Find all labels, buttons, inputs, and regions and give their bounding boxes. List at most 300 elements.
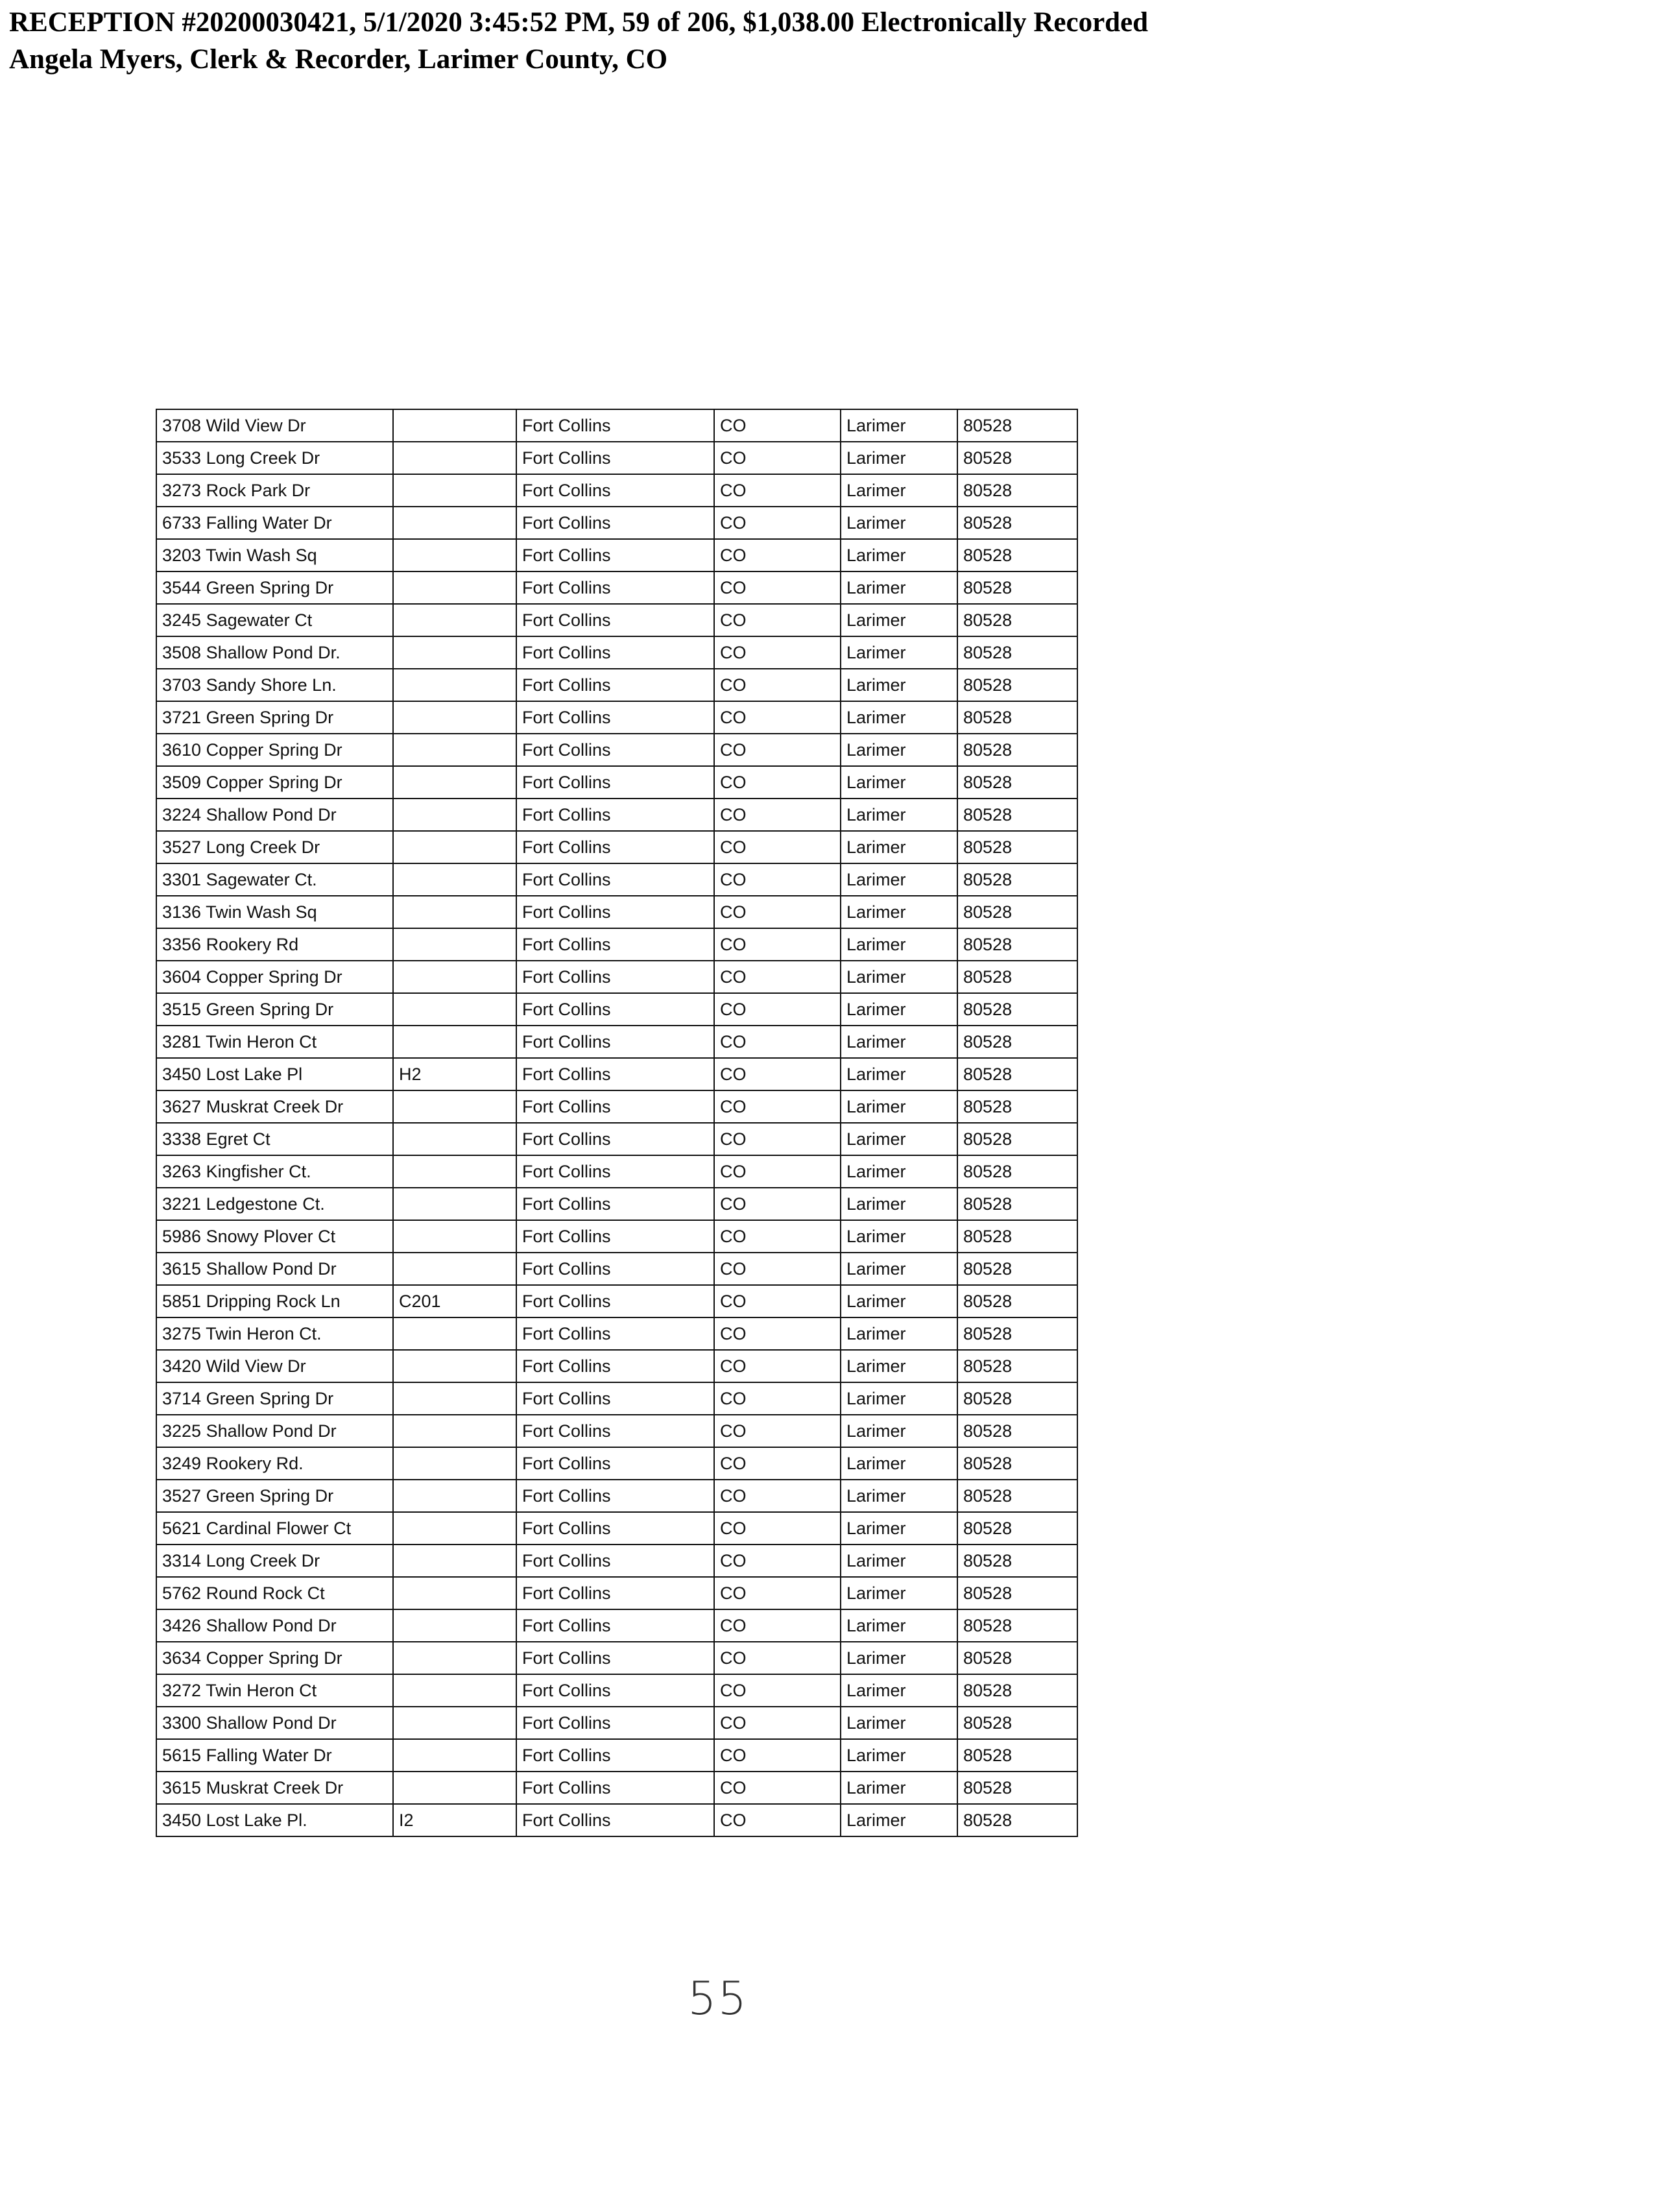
address-cell: 3627 Muskrat Creek Dr xyxy=(156,1090,393,1123)
reception-line: RECEPTION #20200030421, 5/1/2020 3:45:52 PM, 59 of 206, $1,038.00 Electronically Recorded xyxy=(9,7,1149,38)
unit-cell xyxy=(393,1512,516,1545)
table-row xyxy=(156,1707,1077,1739)
address-cell: 3275 Twin Heron Ct. xyxy=(156,1317,393,1350)
zip-cell: 80528 xyxy=(957,1577,1077,1609)
table-row xyxy=(156,1609,1077,1642)
table-row xyxy=(156,1285,1077,1317)
state-cell: CO xyxy=(714,669,841,701)
zip-cell: 80528 xyxy=(957,1155,1077,1188)
address-cell: 3136 Twin Wash Sq xyxy=(156,896,393,928)
address-cell: 3610 Copper Spring Dr xyxy=(156,734,393,766)
zip-cell: 80528 xyxy=(957,831,1077,863)
state-cell: CO xyxy=(714,1772,841,1804)
unit-cell xyxy=(393,1382,516,1415)
city-cell: Fort Collins xyxy=(516,734,714,766)
city-cell: Fort Collins xyxy=(516,1350,714,1382)
unit-cell xyxy=(393,1447,516,1480)
city-cell: Fort Collins xyxy=(516,1188,714,1220)
unit-cell xyxy=(393,831,516,863)
unit-cell xyxy=(393,1772,516,1804)
address-cell: 3615 Shallow Pond Dr xyxy=(156,1253,393,1285)
city-cell: Fort Collins xyxy=(516,896,714,928)
address-cell: 3604 Copper Spring Dr xyxy=(156,961,393,993)
city-cell: Fort Collins xyxy=(516,1804,714,1836)
county-cell: Larimer xyxy=(841,604,957,636)
table-row xyxy=(156,409,1077,442)
state-cell: CO xyxy=(714,1350,841,1382)
county-cell: Larimer xyxy=(841,734,957,766)
clerk-line: Angela Myers, Clerk & Recorder, Larimer County, CO xyxy=(9,44,668,75)
address-cell: 3527 Long Creek Dr xyxy=(156,831,393,863)
address-cell: 5986 Snowy Plover Ct xyxy=(156,1220,393,1253)
zip-cell: 80528 xyxy=(957,507,1077,539)
address-cell: 3515 Green Spring Dr xyxy=(156,993,393,1026)
table-row xyxy=(156,701,1077,734)
table-row xyxy=(156,1026,1077,1058)
unit-cell xyxy=(393,1577,516,1609)
address-cell: 3338 Egret Ct xyxy=(156,1123,393,1155)
state-cell: CO xyxy=(714,1739,841,1772)
county-cell: Larimer xyxy=(841,799,957,831)
city-cell: Fort Collins xyxy=(516,1090,714,1123)
table-row xyxy=(156,1058,1077,1090)
county-cell: Larimer xyxy=(841,1642,957,1674)
county-cell: Larimer xyxy=(841,1155,957,1188)
address-cell: 3426 Shallow Pond Dr xyxy=(156,1609,393,1642)
county-cell: Larimer xyxy=(841,507,957,539)
unit-cell xyxy=(393,1188,516,1220)
city-cell: Fort Collins xyxy=(516,442,714,474)
address-cell: 3509 Copper Spring Dr xyxy=(156,766,393,799)
zip-cell: 80528 xyxy=(957,1674,1077,1707)
state-cell: CO xyxy=(714,442,841,474)
state-cell: CO xyxy=(714,701,841,734)
zip-cell: 80528 xyxy=(957,1447,1077,1480)
state-cell: CO xyxy=(714,1155,841,1188)
county-cell: Larimer xyxy=(841,1804,957,1836)
table-row xyxy=(156,636,1077,669)
table-row xyxy=(156,928,1077,961)
county-cell: Larimer xyxy=(841,896,957,928)
address-cell: 3301 Sagewater Ct. xyxy=(156,863,393,896)
city-cell: Fort Collins xyxy=(516,1739,714,1772)
city-cell: Fort Collins xyxy=(516,1253,714,1285)
zip-cell: 80528 xyxy=(957,1317,1077,1350)
zip-cell: 80528 xyxy=(957,442,1077,474)
state-cell: CO xyxy=(714,766,841,799)
city-cell: Fort Collins xyxy=(516,799,714,831)
unit-cell xyxy=(393,863,516,896)
unit-cell xyxy=(393,1317,516,1350)
state-cell: CO xyxy=(714,1058,841,1090)
county-cell: Larimer xyxy=(841,442,957,474)
unit-cell: C201 xyxy=(393,1285,516,1317)
unit-cell: I2 xyxy=(393,1804,516,1836)
city-cell: Fort Collins xyxy=(516,766,714,799)
county-cell: Larimer xyxy=(841,1447,957,1480)
state-cell: CO xyxy=(714,928,841,961)
unit-cell xyxy=(393,1155,516,1188)
city-cell: Fort Collins xyxy=(516,1415,714,1447)
zip-cell: 80528 xyxy=(957,1382,1077,1415)
state-cell: CO xyxy=(714,1577,841,1609)
table-row xyxy=(156,1480,1077,1512)
city-cell: Fort Collins xyxy=(516,1674,714,1707)
zip-cell: 80528 xyxy=(957,1512,1077,1545)
city-cell: Fort Collins xyxy=(516,604,714,636)
county-cell: Larimer xyxy=(841,766,957,799)
county-cell: Larimer xyxy=(841,539,957,571)
county-cell: Larimer xyxy=(841,409,957,442)
address-cell: 3314 Long Creek Dr xyxy=(156,1545,393,1577)
address-cell: 5851 Dripping Rock Ln xyxy=(156,1285,393,1317)
address-cell: 6733 Falling Water Dr xyxy=(156,507,393,539)
unit-cell xyxy=(393,1350,516,1382)
table-row xyxy=(156,1577,1077,1609)
state-cell: CO xyxy=(714,539,841,571)
city-cell: Fort Collins xyxy=(516,993,714,1026)
county-cell: Larimer xyxy=(841,1090,957,1123)
zip-cell: 80528 xyxy=(957,1220,1077,1253)
zip-cell: 80528 xyxy=(957,1545,1077,1577)
table-row xyxy=(156,474,1077,507)
table-row xyxy=(156,1090,1077,1123)
table-row xyxy=(156,1253,1077,1285)
county-cell: Larimer xyxy=(841,1772,957,1804)
zip-cell: 80528 xyxy=(957,1058,1077,1090)
county-cell: Larimer xyxy=(841,1123,957,1155)
city-cell: Fort Collins xyxy=(516,507,714,539)
state-cell: CO xyxy=(714,1382,841,1415)
address-cell: 5621 Cardinal Flower Ct xyxy=(156,1512,393,1545)
county-cell: Larimer xyxy=(841,669,957,701)
state-cell: CO xyxy=(714,1642,841,1674)
county-cell: Larimer xyxy=(841,1220,957,1253)
unit-cell xyxy=(393,734,516,766)
state-cell: CO xyxy=(714,1609,841,1642)
city-cell: Fort Collins xyxy=(516,1512,714,1545)
county-cell: Larimer xyxy=(841,1480,957,1512)
table-row xyxy=(156,571,1077,604)
city-cell: Fort Collins xyxy=(516,863,714,896)
city-cell: Fort Collins xyxy=(516,1382,714,1415)
address-cell: 3225 Shallow Pond Dr xyxy=(156,1415,393,1447)
address-cell: 3203 Twin Wash Sq xyxy=(156,539,393,571)
unit-cell xyxy=(393,799,516,831)
table-row xyxy=(156,1188,1077,1220)
state-cell: CO xyxy=(714,1090,841,1123)
county-cell: Larimer xyxy=(841,474,957,507)
unit-cell xyxy=(393,1739,516,1772)
zip-cell: 80528 xyxy=(957,993,1077,1026)
zip-cell: 80528 xyxy=(957,799,1077,831)
zip-cell: 80528 xyxy=(957,1026,1077,1058)
zip-cell: 80528 xyxy=(957,539,1077,571)
zip-cell: 80528 xyxy=(957,863,1077,896)
state-cell: CO xyxy=(714,734,841,766)
state-cell: CO xyxy=(714,1220,841,1253)
city-cell: Fort Collins xyxy=(516,928,714,961)
city-cell: Fort Collins xyxy=(516,571,714,604)
unit-cell xyxy=(393,669,516,701)
table-row xyxy=(156,604,1077,636)
unit-cell xyxy=(393,442,516,474)
state-cell: CO xyxy=(714,1480,841,1512)
table-row xyxy=(156,1674,1077,1707)
county-cell: Larimer xyxy=(841,1317,957,1350)
state-cell: CO xyxy=(714,1285,841,1317)
state-cell: CO xyxy=(714,1545,841,1577)
state-cell: CO xyxy=(714,863,841,896)
address-cell: 3544 Green Spring Dr xyxy=(156,571,393,604)
unit-cell xyxy=(393,1220,516,1253)
county-cell: Larimer xyxy=(841,1026,957,1058)
address-cell: 3714 Green Spring Dr xyxy=(156,1382,393,1415)
county-cell: Larimer xyxy=(841,571,957,604)
table-row xyxy=(156,863,1077,896)
county-cell: Larimer xyxy=(841,1609,957,1642)
address-cell: 3224 Shallow Pond Dr xyxy=(156,799,393,831)
zip-cell: 80528 xyxy=(957,1253,1077,1285)
unit-cell xyxy=(393,539,516,571)
page-number: 55 xyxy=(688,1972,749,2025)
address-cell: 5762 Round Rock Ct xyxy=(156,1577,393,1609)
zip-cell: 80528 xyxy=(957,636,1077,669)
table-row xyxy=(156,1155,1077,1188)
unit-cell xyxy=(393,928,516,961)
zip-cell: 80528 xyxy=(957,1739,1077,1772)
zip-cell: 80528 xyxy=(957,1609,1077,1642)
zip-cell: 80528 xyxy=(957,604,1077,636)
county-cell: Larimer xyxy=(841,1058,957,1090)
state-cell: CO xyxy=(714,896,841,928)
city-cell: Fort Collins xyxy=(516,961,714,993)
city-cell: Fort Collins xyxy=(516,1707,714,1739)
city-cell: Fort Collins xyxy=(516,636,714,669)
address-cell: 3634 Copper Spring Dr xyxy=(156,1642,393,1674)
county-cell: Larimer xyxy=(841,1350,957,1382)
state-cell: CO xyxy=(714,1188,841,1220)
table-row xyxy=(156,1123,1077,1155)
zip-cell: 80528 xyxy=(957,1123,1077,1155)
address-cell: 3721 Green Spring Dr xyxy=(156,701,393,734)
city-cell: Fort Collins xyxy=(516,539,714,571)
unit-cell xyxy=(393,571,516,604)
unit-cell xyxy=(393,766,516,799)
address-table-body xyxy=(156,409,1077,1836)
table-row xyxy=(156,539,1077,571)
county-cell: Larimer xyxy=(841,1674,957,1707)
county-cell: Larimer xyxy=(841,1285,957,1317)
state-cell: CO xyxy=(714,1804,841,1836)
state-cell: CO xyxy=(714,1415,841,1447)
county-cell: Larimer xyxy=(841,1253,957,1285)
table-row xyxy=(156,1545,1077,1577)
zip-cell: 80528 xyxy=(957,1090,1077,1123)
state-cell: CO xyxy=(714,1512,841,1545)
zip-cell: 80528 xyxy=(957,928,1077,961)
zip-cell: 80528 xyxy=(957,1804,1077,1836)
zip-cell: 80528 xyxy=(957,1480,1077,1512)
zip-cell: 80528 xyxy=(957,1350,1077,1382)
city-cell: Fort Collins xyxy=(516,1480,714,1512)
table-row xyxy=(156,734,1077,766)
unit-cell xyxy=(393,1674,516,1707)
county-cell: Larimer xyxy=(841,928,957,961)
address-cell: 3300 Shallow Pond Dr xyxy=(156,1707,393,1739)
table-row xyxy=(156,1350,1077,1382)
zip-cell: 80528 xyxy=(957,701,1077,734)
county-cell: Larimer xyxy=(841,993,957,1026)
state-cell: CO xyxy=(714,1447,841,1480)
unit-cell xyxy=(393,1253,516,1285)
unit-cell xyxy=(393,1642,516,1674)
zip-cell: 80528 xyxy=(957,1415,1077,1447)
address-cell: 3708 Wild View Dr xyxy=(156,409,393,442)
address-cell: 3450 Lost Lake Pl xyxy=(156,1058,393,1090)
unit-cell xyxy=(393,1707,516,1739)
city-cell: Fort Collins xyxy=(516,1772,714,1804)
county-cell: Larimer xyxy=(841,1577,957,1609)
address-cell: 3533 Long Creek Dr xyxy=(156,442,393,474)
unit-cell xyxy=(393,604,516,636)
city-cell: Fort Collins xyxy=(516,1058,714,1090)
unit-cell xyxy=(393,701,516,734)
city-cell: Fort Collins xyxy=(516,1220,714,1253)
address-cell: 5615 Falling Water Dr xyxy=(156,1739,393,1772)
state-cell: CO xyxy=(714,799,841,831)
table-row xyxy=(156,961,1077,993)
city-cell: Fort Collins xyxy=(516,409,714,442)
table-row xyxy=(156,442,1077,474)
zip-cell: 80528 xyxy=(957,1772,1077,1804)
address-cell: 3263 Kingfisher Ct. xyxy=(156,1155,393,1188)
state-cell: CO xyxy=(714,1253,841,1285)
state-cell: CO xyxy=(714,636,841,669)
city-cell: Fort Collins xyxy=(516,1577,714,1609)
county-cell: Larimer xyxy=(841,636,957,669)
zip-cell: 80528 xyxy=(957,474,1077,507)
state-cell: CO xyxy=(714,409,841,442)
state-cell: CO xyxy=(714,993,841,1026)
unit-cell xyxy=(393,507,516,539)
state-cell: CO xyxy=(714,1317,841,1350)
address-cell: 3703 Sandy Shore Ln. xyxy=(156,669,393,701)
zip-cell: 80528 xyxy=(957,961,1077,993)
table-row xyxy=(156,1739,1077,1772)
unit-cell xyxy=(393,474,516,507)
city-cell: Fort Collins xyxy=(516,1642,714,1674)
county-cell: Larimer xyxy=(841,1415,957,1447)
table-row xyxy=(156,1415,1077,1447)
zip-cell: 80528 xyxy=(957,734,1077,766)
unit-cell xyxy=(393,1123,516,1155)
table-row xyxy=(156,1512,1077,1545)
table-row xyxy=(156,1772,1077,1804)
zip-cell: 80528 xyxy=(957,1707,1077,1739)
unit-cell xyxy=(393,1415,516,1447)
address-cell: 3221 Ledgestone Ct. xyxy=(156,1188,393,1220)
state-cell: CO xyxy=(714,831,841,863)
address-cell: 3249 Rookery Rd. xyxy=(156,1447,393,1480)
state-cell: CO xyxy=(714,604,841,636)
county-cell: Larimer xyxy=(841,1382,957,1415)
city-cell: Fort Collins xyxy=(516,1026,714,1058)
address-cell: 3508 Shallow Pond Dr. xyxy=(156,636,393,669)
table-row xyxy=(156,669,1077,701)
address-cell: 3615 Muskrat Creek Dr xyxy=(156,1772,393,1804)
table-row xyxy=(156,507,1077,539)
address-cell: 3420 Wild View Dr xyxy=(156,1350,393,1382)
table-row xyxy=(156,1642,1077,1674)
county-cell: Larimer xyxy=(841,1512,957,1545)
city-cell: Fort Collins xyxy=(516,1609,714,1642)
county-cell: Larimer xyxy=(841,961,957,993)
unit-cell xyxy=(393,1609,516,1642)
unit-cell xyxy=(393,636,516,669)
table-row xyxy=(156,799,1077,831)
state-cell: CO xyxy=(714,474,841,507)
unit-cell xyxy=(393,896,516,928)
table-row xyxy=(156,1317,1077,1350)
city-cell: Fort Collins xyxy=(516,831,714,863)
state-cell: CO xyxy=(714,571,841,604)
county-cell: Larimer xyxy=(841,863,957,896)
unit-cell xyxy=(393,409,516,442)
table-row xyxy=(156,1382,1077,1415)
state-cell: CO xyxy=(714,1123,841,1155)
city-cell: Fort Collins xyxy=(516,701,714,734)
address-cell: 3273 Rock Park Dr xyxy=(156,474,393,507)
table-row xyxy=(156,831,1077,863)
unit-cell xyxy=(393,961,516,993)
county-cell: Larimer xyxy=(841,1188,957,1220)
city-cell: Fort Collins xyxy=(516,1447,714,1480)
city-cell: Fort Collins xyxy=(516,1123,714,1155)
unit-cell xyxy=(393,1545,516,1577)
county-cell: Larimer xyxy=(841,1545,957,1577)
recording-header xyxy=(9,4,1148,78)
table-row xyxy=(156,1804,1077,1836)
zip-cell: 80528 xyxy=(957,1642,1077,1674)
address-cell: 3281 Twin Heron Ct xyxy=(156,1026,393,1058)
city-cell: Fort Collins xyxy=(516,1155,714,1188)
state-cell: CO xyxy=(714,507,841,539)
address-cell: 3356 Rookery Rd xyxy=(156,928,393,961)
table-row xyxy=(156,1447,1077,1480)
zip-cell: 80528 xyxy=(957,766,1077,799)
zip-cell: 80528 xyxy=(957,669,1077,701)
state-cell: CO xyxy=(714,961,841,993)
zip-cell: 80528 xyxy=(957,571,1077,604)
county-cell: Larimer xyxy=(841,831,957,863)
unit-cell xyxy=(393,1026,516,1058)
unit-cell: H2 xyxy=(393,1058,516,1090)
address-table xyxy=(156,409,1078,1837)
zip-cell: 80528 xyxy=(957,409,1077,442)
unit-cell xyxy=(393,1090,516,1123)
city-cell: Fort Collins xyxy=(516,1545,714,1577)
state-cell: CO xyxy=(714,1026,841,1058)
address-cell: 3527 Green Spring Dr xyxy=(156,1480,393,1512)
state-cell: CO xyxy=(714,1707,841,1739)
zip-cell: 80528 xyxy=(957,1285,1077,1317)
table-row xyxy=(156,993,1077,1026)
zip-cell: 80528 xyxy=(957,896,1077,928)
city-cell: Fort Collins xyxy=(516,1285,714,1317)
state-cell: CO xyxy=(714,1674,841,1707)
city-cell: Fort Collins xyxy=(516,474,714,507)
